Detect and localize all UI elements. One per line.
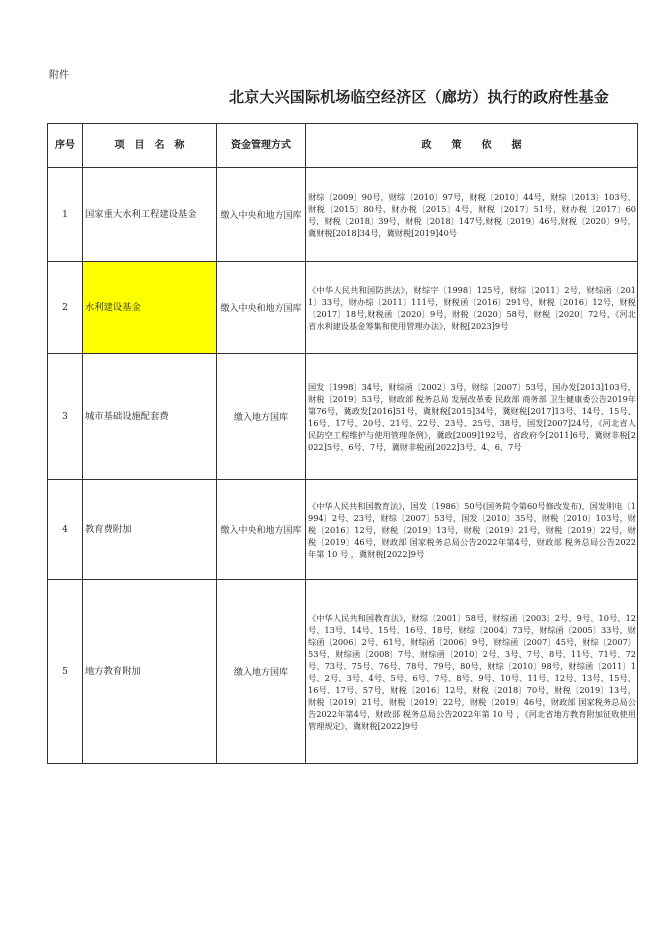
row-seq: 4 xyxy=(48,480,83,580)
row-mode: 缴入中央和地方国库 xyxy=(217,480,306,580)
row-seq: 3 xyxy=(48,354,83,480)
row-mode: 缴入地方国库 xyxy=(217,580,306,764)
row-name-highlighted: 水利建设基金 xyxy=(83,262,217,354)
row-mode: 缴入地方国库 xyxy=(217,354,306,480)
header-mode: 资金管理方式 xyxy=(217,124,306,168)
page-title: 北京大兴国际机场临空经济区（廊坊）执行的政府性基金 xyxy=(229,88,610,106)
table-row xyxy=(48,480,638,580)
row-seq: 1 xyxy=(48,168,83,262)
row-name: 国家重大水利工程建设基金 xyxy=(83,168,217,262)
row-name: 地方教育附加 xyxy=(83,580,217,764)
row-basis: 《中华人民共和国教育法》，国发〔1986〕50号(国务院令第60号修改发布)，国发明电〔1994〕2号、23号，财综〔2007〕53号，国发〔2010〕35号，财税〔2010〕103号，财税〔2016〕12号，财税〔2019〕13号，财税〔2019〕21号，财税〔2019〕22号，财税〔2019〕46号，财政部 国家税务总局公告2022年第4号，财政部 税务总局公告2022年第 10 号 ，冀财税[2022]9号 xyxy=(306,480,638,580)
table-header-row xyxy=(48,124,638,168)
header-basis: 政 策 依 据 xyxy=(306,124,638,168)
table-row xyxy=(48,580,638,764)
row-basis: 国发〔1998〕34号，财综函〔2002〕3号，财综〔2007〕53号，国办发[2013]103号，财税〔2019〕53号，财政部 税务总局 发展改革委 民政部 商务部 卫生健康委公告2019年第76号，冀政发[2016]51号，冀财税[2015]34号，冀财税[2017]13号、14号、15号、16号、17号、20号、21号、22号、23号、25号、38号，国发[2007]24号，《河北省人民防空工程维护与使用管理条例》，冀政[2009]192号，省政府令[2011]6号，冀财非税[2022]5号、6号、7号，冀财非税函[2022]3号、4、6、7号 xyxy=(306,354,638,480)
row-basis: 财综〔2009〕90号，财综〔2010〕97号，财税〔2010〕44号，财综〔2013〕103号，财税〔2015〕80号，财办税〔2015〕4号，财税〔2017〕51号，财办税〔2017〕60号，财税〔2018〕39号，财税〔2018〕147号,财税〔2019〕46号,财税〔2020〕9号，冀财税[2018]34号，冀财税[2019]40号 xyxy=(306,168,638,262)
row-seq: 2 xyxy=(48,262,83,354)
fund-table xyxy=(47,123,638,764)
table-row xyxy=(48,262,638,354)
row-mode: 缴入中央和地方国库 xyxy=(217,168,306,262)
header-seq: 序号 xyxy=(48,124,83,168)
header-name: 项 目 名 称 xyxy=(83,124,217,168)
row-name: 城市基础设施配套费 xyxy=(83,354,217,480)
row-basis: 《中华人民共和国教育法》，财综〔2001〕58号，财综函〔2003〕2号、9号、10号、12号、13号、14号、15号、16号、18号，财综〔2004〕73号，财综函〔2005〕33号，财综函〔2006〕2号、61号，财综函〔2006〕9号，财综函〔2007〕45号，财综〔2007〕53号，财综函〔2008〕7号，财综函〔2010〕2号、3号、7号、8号、11号、71号、72号、73号、75号、76号、78号、79号、80号，财综〔2010〕98号，财综函〔2011〕1号、2号、3号、4号、5号、6号、7号、8号、9号、10号、11号、12号、13号、15号、16号、17号、57号，财税〔2016〕12号，财税〔2018〕70号，财税〔2019〕13号，财税〔2019〕21号，财税〔2019〕22号，财税〔2019〕46号，财政部 国家税务总局公告2022年第4号，财政部 税务总局公告2022年第 10 号 ，《河北省地方教育附加征收使用管理规定》，冀财税[2022]9号 xyxy=(306,580,638,764)
table-row xyxy=(48,168,638,262)
row-mode: 缴入中央和地方国库 xyxy=(217,262,306,354)
attachment-label: 附件 xyxy=(49,70,69,81)
row-seq: 5 xyxy=(48,580,83,764)
row-name: 教育费附加 xyxy=(83,480,217,580)
table-row xyxy=(48,354,638,480)
row-basis: 《中华人民共和国防洪法》，财综字〔1998〕125号，财综〔2011〕2号，财综函〔2011〕33号，财办综〔2011〕111号，财税函〔2016〕291号，财税〔2016〕12号，财税〔2017〕18号,财税函〔2020〕9号，财税〔2020〕58号，财税〔2020〕72号，《河北省水利建设基金筹集和使用管理办法》，财税[2023]9号 xyxy=(306,262,638,354)
